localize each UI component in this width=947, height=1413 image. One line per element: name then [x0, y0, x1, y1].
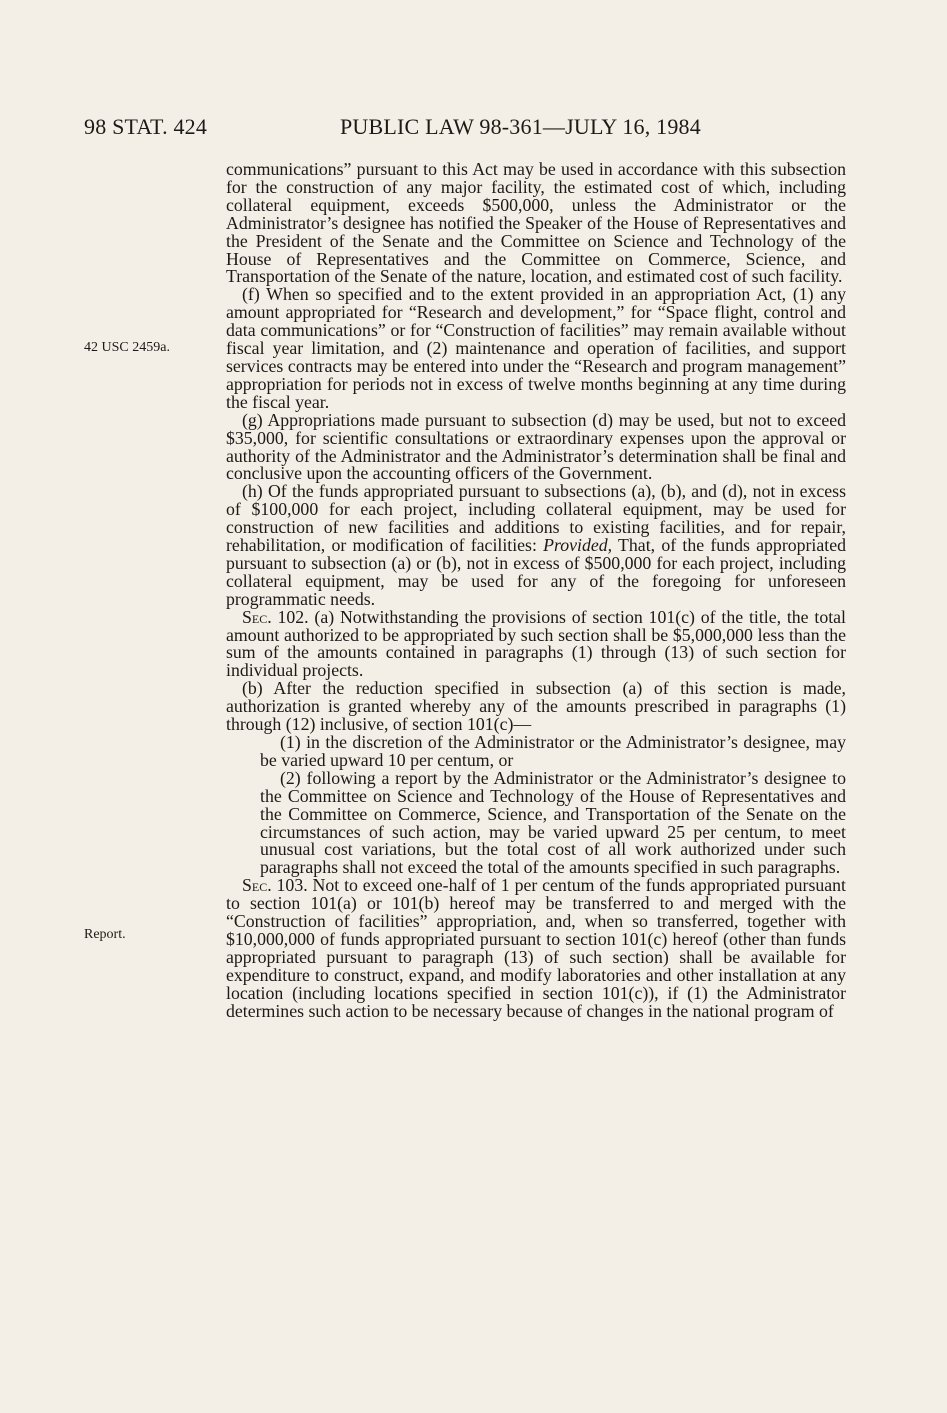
paragraph-h — [226, 483, 846, 608]
margin-note-usc: 42 USC 2459a. — [84, 340, 170, 355]
provided-term: Provided, — [543, 535, 613, 556]
page-header-title: PUBLIC LAW 98-361—JULY 16, 1984 — [340, 114, 701, 139]
clause-2: (2) following a report by the Administrator or the Administrator’s designee to the Committee on Science and Technology of the House of Representatives and the Committee on Commerce, Science, and Transportation of the Senate on the circumstances of such action, may be varied upward 25 per centum, to meet unusual cost variations, but the total cost of all work authorized under such paragraphs shall not exceed the total of the amounts specified in such paragraphs. — [260, 767, 846, 878]
section-103-label: Sec. — [242, 875, 272, 896]
paragraph-g: (g) Appropriations made pursuant to subsection (d) may be used, but not to exceed $35,000, for scientific consultations or extraordinary expenses upon the approval or authority of the Administrator and the Administrator’s determination shall be final and conclusive upon the accounting officers of the Government. — [226, 409, 846, 484]
section-102-label: Sec. — [242, 606, 272, 627]
section-102 — [226, 606, 846, 681]
paragraph-h-part1: (h) Of the funds appropriated pursuant to subsections (a), (b), and (d), not in excess of $100,000 for each project, including collateral equipment, may be used for construction of new facilities and additions to existing facilities, and for repair, rehabilitation, or modification of facilities: — [226, 481, 846, 556]
paragraph-f: (f) When so specified and to the extent provided in an appropriation Act, (1) any amount appropriated for “Research and development,” for “Space flight, control and data communications” or for “Construction of facilities” may remain available without fiscal year limitation, and (2) maintenance and operation of facilities, and support services contracts may be entered into under the “Research and program management” appropriation for periods not in excess of twelve months beginning at any time during the fiscal year. — [226, 284, 846, 412]
paragraph-h-part2: That, of the funds appropriated pursuant to subsection (a) or (b), not in excess of $500,000 for each project, including collateral equipment, may be used for any of the foregoing for unforeseen programmatic needs. — [226, 535, 846, 609]
paragraph-b: (b) After the reduction specified in subsection (a) of this section is made, authorization is granted whereby any of the amounts prescribed in paragraphs (1) through (12) inclusive, of section 101(c)— — [226, 678, 846, 735]
body-text — [226, 161, 846, 1021]
page-header-stat: 98 STAT. 424 — [84, 114, 208, 139]
section-103 — [226, 877, 846, 1020]
paragraph-continued: communications” pursuant to this Act may be used in accordance with this subsection for the construction of any major facility, the estimated cost of which, including collateral equipment, exceeds $500,000, unless the Administrator or the Administrator’s designee has notified the Speaker of the House of Representatives and the President of the Senate and the Committee on Science and Technology of the House of Representatives and the Committee on Commerce, Science, and Transportation of the Senate of the nature, location, and estimated cost of such facility. — [226, 159, 846, 287]
clause-1: (1) in the discretion of the Administrator or the Administrator’s designee, may be varied upward 10 per centum, or — [260, 732, 846, 770]
section-103-text: 103. Not to exceed one-half of 1 per centum of the funds appropriated pursuant to section 101(a) or 101(b) hereof may be transferred to and merged with the “Construction of facilities” appropriation, and, when so transferred, together with $10,000,000 of funds appropriated pursuant to section 101(c) hereof (other than funds appropriated pursuant to paragraph (13) of such section) shall be available for expenditure to construct, expand, and modify laboratories and other installation at any location (including locations specified in section 101(c)), if (1) the Administrator determines such action to be necessary because of changes in the national program of — [226, 875, 846, 1021]
margin-note-report: Report. — [84, 927, 126, 942]
section-102-text: 102. (a) Notwithstanding the provisions of section 101(c) of the title, the total amount authorized to be appropriated by such section shall be $5,000,000 less than the sum of the amounts contained in paragraphs (1) through (13) of such section for individual projects. — [226, 606, 846, 681]
